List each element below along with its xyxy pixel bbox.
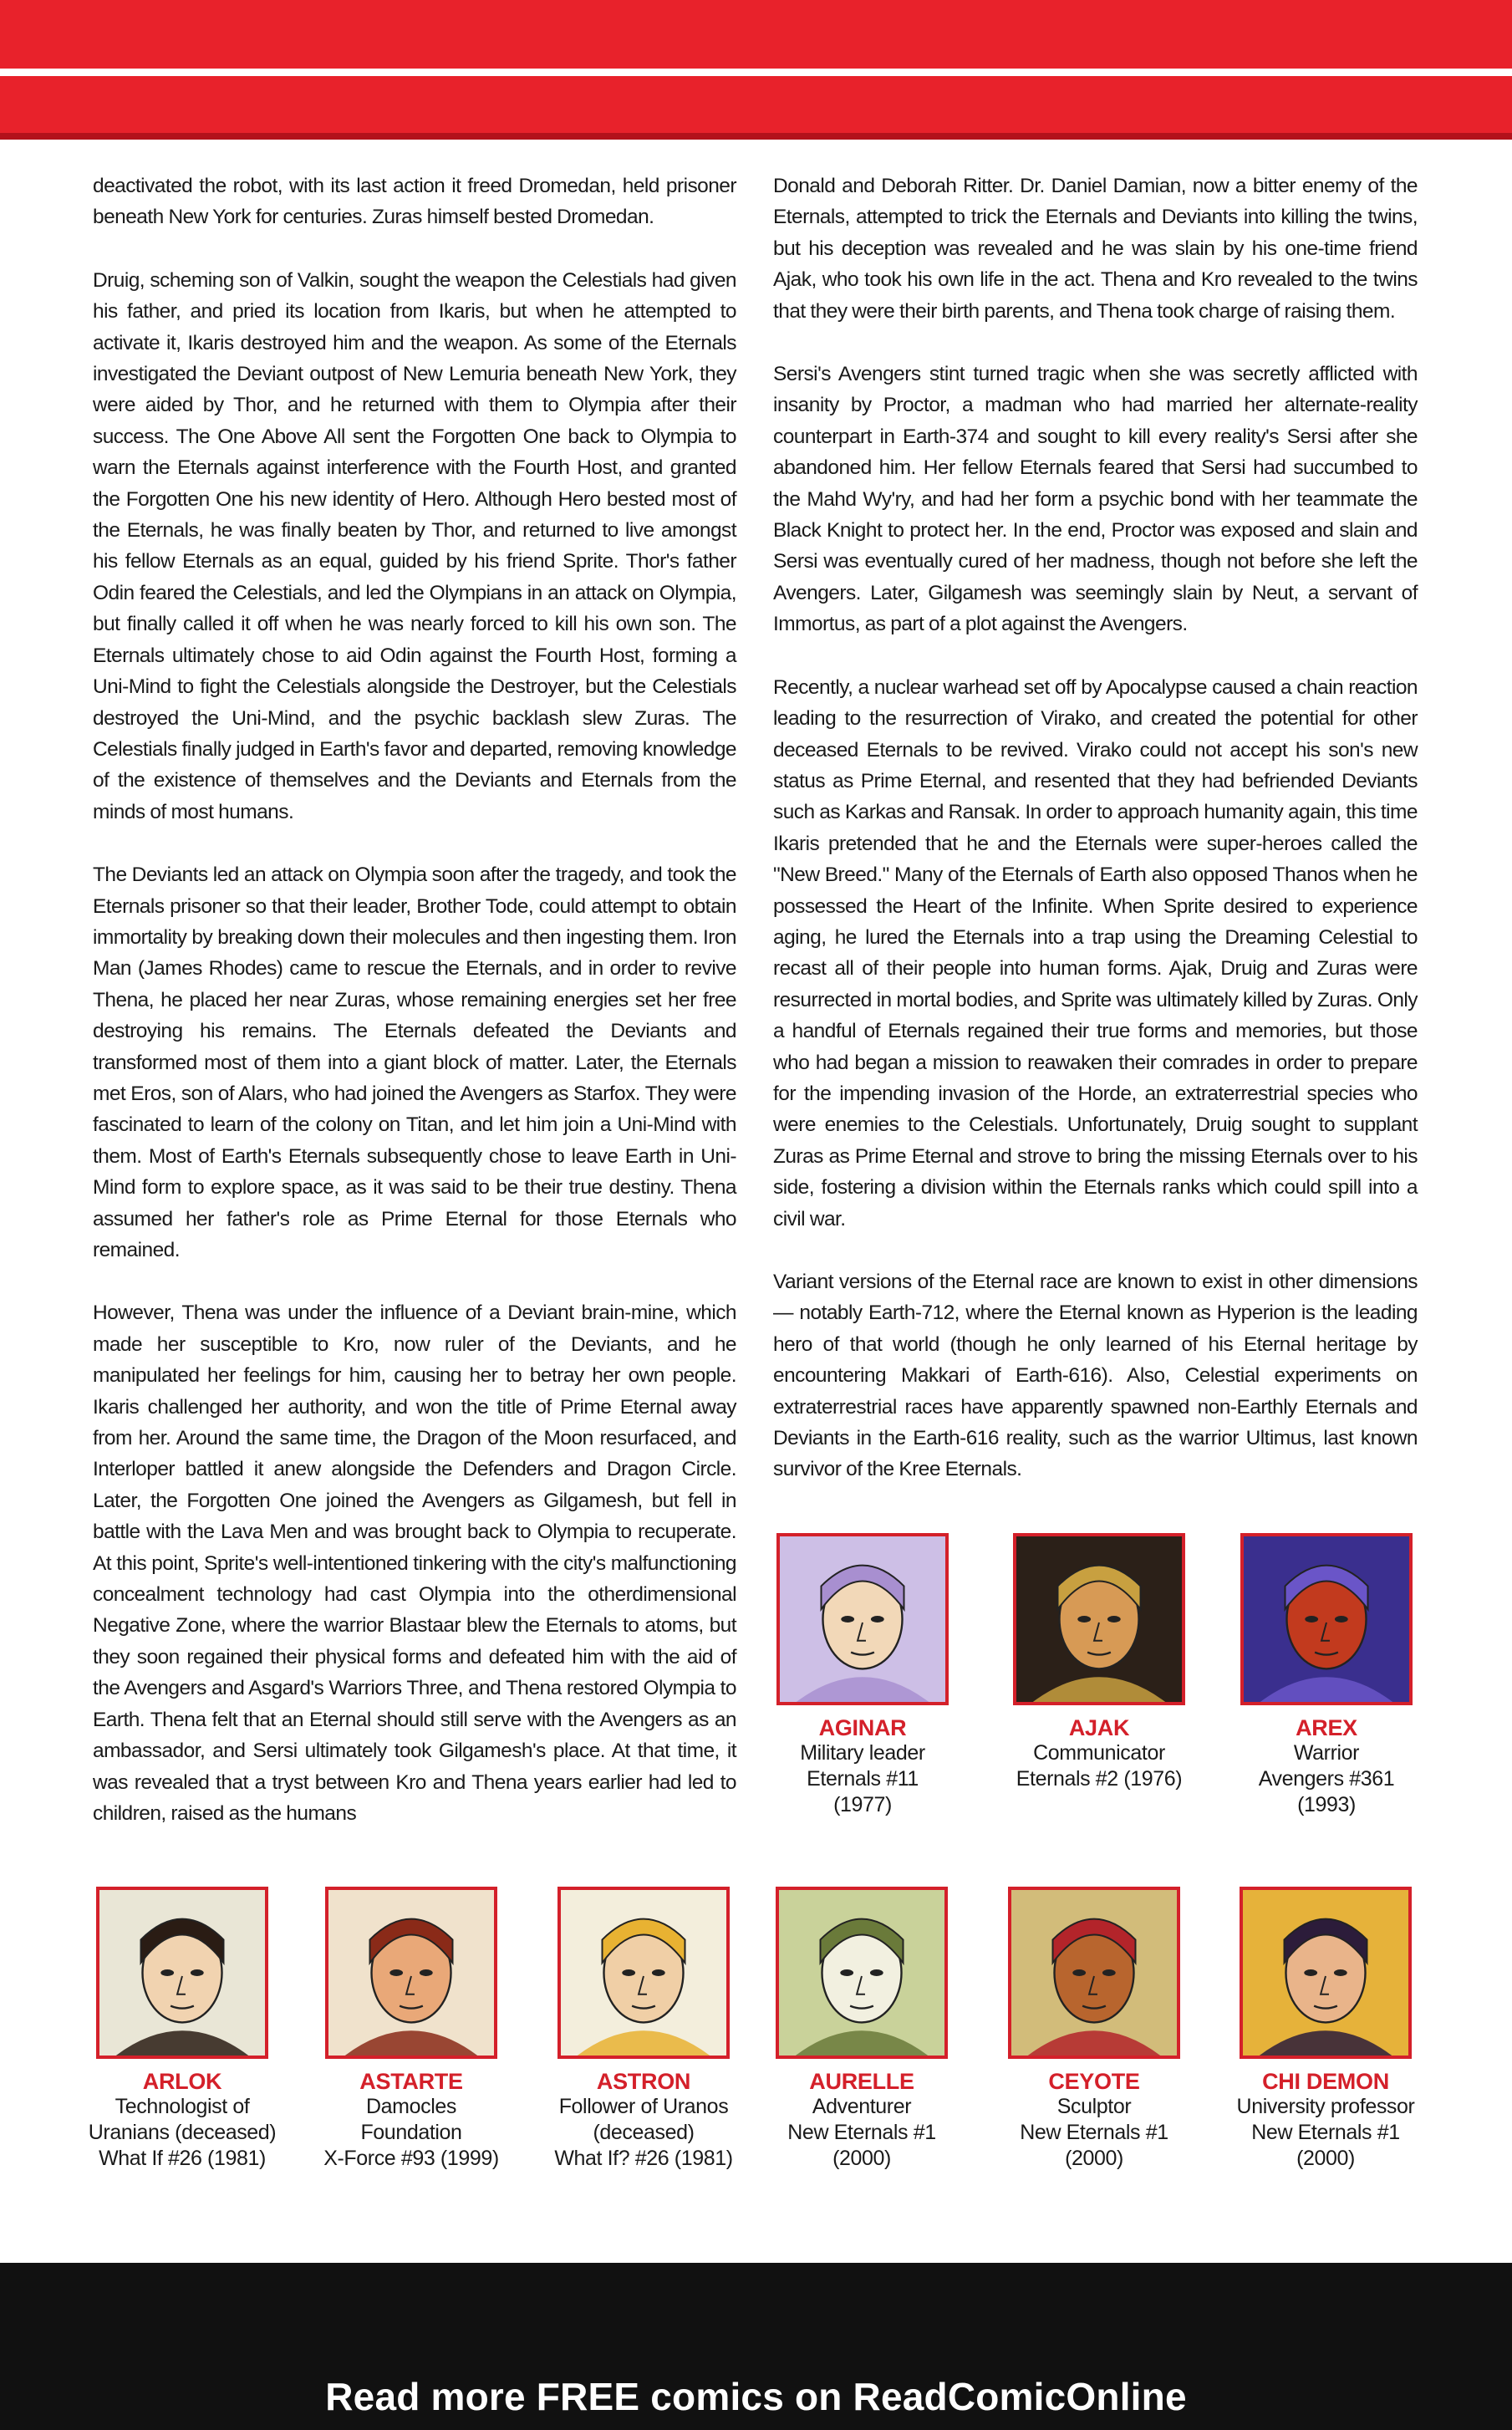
portrait-eye [160,1969,174,1976]
character-role-detail: Uranians (deceased) [88,2121,277,2144]
portrait-ajak [1013,1533,1185,1705]
portrait-art [780,1536,945,1702]
portrait-eye [871,1616,884,1623]
portrait-eye [389,1969,403,1976]
paragraph: The Deviants led an attack on Olympia soon after the tragedy, and took the Eternals prisoner so that their leader, Brother Tode, could attempt to obtain immortality by breaking down their molecules and then ingesting them. Iron Man (James Rhodes) came to rescue the Eternals, and in order to revive Thena, he placed her near Zuras, whose remaining energies set her free destroying his remains. The Eternals defeated the Deviants and transformed most of them into a giant block of matter. Later, the Eternals met Eros, son of Alars, who had joined the Avengers as Starfox. They were fascinated to learn of the colony on Titan, and let him join a Uni-Mind with them. Most of Earth's Eternals subsequently chose to leave Earth in Uni-Mind form to explore space, as it was said to be their true destiny. Thena assumed her father's role as Prime Eternal for those Eternals who remained. [93,863,736,1261]
character-name: CHI DEMON [1262,2069,1389,2094]
portrait-eye [840,1969,853,1976]
portrait-eye [191,1969,204,1976]
top-banner-rule [0,69,1512,76]
character-name: AJAK [1068,1715,1130,1740]
paragraph: Donald and Deborah Ritter. Dr. Daniel Damian, now a bitter enemy of the Eternals, attempted to trick the Eternals and Deviants into killing the twins, but his deception was revealed and he was slain by his one-time friend Ajak, who took his own life in the act. Thena and Kro revealed to the twins that they were their birth parents, and Thena took charge of raising them. [773,175,1418,323]
character-name: ARLOK [142,2069,222,2094]
character-role: Military leader [800,1741,925,1765]
left-column [93,171,736,1861]
portrait-astarte [325,1887,497,2059]
portrait-art [779,1890,944,2056]
portrait-art [1011,1890,1177,2056]
paragraph: deactivated the robot, with its last action it freed Dromedan, held prisoner beneath New York for centuries. Zuras himself bested Dromedan. [93,175,736,229]
character-year: (2000) [1296,2147,1355,2170]
character-name: ASTRON [596,2069,691,2094]
character-card-aginar [754,1533,971,1818]
portrait-eye [420,1969,433,1976]
character-first-appearance: New Eternals #1 [787,2121,936,2144]
character-role: Damocles [366,2095,456,2118]
character-role: Technologist of [115,2095,250,2118]
portrait-eye [1072,1969,1086,1976]
portrait-art [1016,1536,1182,1702]
top-banner-lower [0,76,1512,140]
portrait-eye [622,1969,635,1976]
portrait-arlok [96,1887,268,2059]
portrait-art [328,1890,494,2056]
character-first-appearance: Eternals #11 [807,1767,919,1791]
character-card-arlok [74,1887,291,2172]
character-role: Follower of Uranos [558,2095,729,2118]
portrait-eye [1335,1616,1348,1623]
portrait-eye [1102,1969,1116,1976]
character-year: (2000) [832,2147,891,2170]
top-banner [0,0,1512,69]
portrait-eye [1305,1616,1318,1623]
portrait-eye [841,1616,854,1623]
character-card-astarte [303,1887,520,2172]
portrait-eye [870,1969,883,1976]
character-first-appearance: What If #26 (1981) [99,2147,266,2170]
portrait-eye [1077,1616,1091,1623]
character-role: Adventurer [812,2095,912,2118]
character-name: CEYOTE [1048,2069,1140,2094]
character-first-appearance: New Eternals #1 [1020,2121,1168,2144]
portrait-art [561,1890,726,2056]
character-first-appearance: X-Force #93 (1999) [323,2147,499,2170]
portrait-art [1244,1536,1409,1702]
character-year: (1977) [833,1793,892,1816]
character-card-ajak [990,1533,1208,1792]
character-role: Warrior [1293,1741,1360,1765]
right-column [773,171,1418,1517]
portrait-ceyote [1008,1887,1180,2059]
portrait-aurelle [776,1887,948,2059]
character-year: (1993) [1297,1793,1356,1816]
portrait-arex [1240,1533,1413,1705]
portrait-art [1243,1890,1408,2056]
character-card-ceyote [985,1887,1203,2172]
paragraph: However, Thena was under the influence of a Deviant brain-mine, which made her susceptible to Kro, now ruler of the Deviants, and he manipulated her feelings for him, causing her to betray her own people. Ikaris challenged her authority, and won the title of Prime Eternal away from her. Around the same time, the Dragon of the Moon resurfaced, and Interloper battled it anew alongside the Defenders and Dragon Circle. Later, the Forgotten One joined the Avengers as Gilgamesh, but fell in battle with the Lava Men and was brought back to Olympia to recuperate. At this point, Sprite's well-intentioned tinkering with the city's malfunctioning concealment technology had cast Olympia into the otherdimensional Negative Zone, where the warrior Blastaar blew the Eternals to atoms, but they soon regained their physical forms and defeated him with the aid of the Avengers and Asgard's Warriors Three, and Thena restored Olympia to Earth. Thena felt that an Eternal should still serve with the Avengers as an ambassador, and Sersi ultimately took Gilgamesh's place. At that time, it was revealed that a tryst between Kro and Thena years earlier had led to children, raised as the humans [93,1302,736,1825]
portrait-aginar [776,1533,949,1705]
paragraph: Druig, scheming son of Valkin, sought the weapon the Celestials had given his father, and pried its location from Ikaris, but when he attempted to activate it, Ikaris destroyed him and the weapon. As some of the Eternals investigated the Deviant outpost of New Lemuria beneath New York, they were aided by Thor, and he returned with them to Olympia after their success. The One Above All sent the Forgotten One back to Olympia to warn the Eternals against interference with the Fourth Host, and granted the Forgotten One his new identity of Hero. Although Hero bested most of the Eternals, he was finally beaten by Thor, and returned to live amongst his fellow Eternals as an equal, guided by his friend Sprite. Thor's father Odin feared the Celestials, and led the Olympians in an attack on Olympia, but finally called it off when he was nearly forced to kill his own son. The Eternals ultimately chose to aid Odin against the Fourth Host, forming a Uni-Mind to fight the Celestials alongside the Destroyer, but the Celestials destroyed the Uni-Mind, and the psychic backlash slew Zuras. The Celestials finally judged in Earth's favor and departed, removing knowledge of the existence of themselves and the Deviants and Eternals from the minds of most humans. [93,268,736,823]
portrait-chi-demon [1240,1887,1412,2059]
portrait-astron [557,1887,730,2059]
character-card-astron [535,1887,752,2172]
character-name: AGINAR [818,1715,907,1740]
paragraph: Recently, a nuclear warhead set off by Apocalypse caused a chain reaction leading to the resurrection of Virako, and created the potential for other deceased Eternals to be revived. Virako could not accept his son's new status as Prime Eternal, and resented that they had befriended Deviants such as Karkas and Ransak. In order to approach humanity again, this time Ikaris pretended that he and the Eternals were super-heroes called the "New Breed." Many of the Eternals of Earth also opposed Thanos when he possessed the Heart of the Infinite. When Sprite desired to experience aging, he lured the Eternals into a trap using the Dreaming Celestial to recast all of their people into human forms. Ajak, Druig and Zuras were resurrected in mortal bodies, and Sprite was ultimately killed by Zuras. Only a handful of Eternals regained their true forms and memories, but those who had began a mission to reawaken their comrades in order to prepare for the impending invasion of the Horde, an extraterrestrial species who were enemies to the Celestials. Unfortunately, Druig sought to supplant Zuras as Prime Eternal and strove to bring the missing Eternals over to his side, fostering a division within the Eternals ranks which could spill into a civil war. [773,675,1418,1230]
character-first-appearance: New Eternals #1 [1251,2121,1400,2144]
portrait-art [99,1890,265,2056]
paragraph: Sersi's Avengers stint turned tragic when she was secretly afflicted with insanity by Proctor, a madman who had married her alternate-reality counterpart in Earth-374 and sought to kill every reality's Sersi after she abandoned him. Her fellow Eternals feared that Sersi had succumbed to the Mahd Wy'ry, and had her form a psychic bond with her teammate the Black Knight to protect her. In the end, Proctor was exposed and slain and Sersi was eventually cured of her madness, though not before she left the Avengers. Later, Gilgamesh was seemingly slain by Neut, a servant of Immortus, as part of a plot against the Avengers. [773,363,1418,636]
character-role-detail: (deceased) [593,2121,695,2144]
character-first-appearance: What If? #26 (1981) [554,2147,733,2170]
character-card-aurelle [753,1887,970,2172]
character-year: (2000) [1065,2147,1123,2170]
footer-link-text[interactable]: Read more FREE comics on ReadComicOnline [325,2375,1187,2418]
paragraph: Variant versions of the Eternal race are known to exist in other dimensions — notably Earth-712, where the Eternal known as Hyperion is the leading hero of that world (though he only learned of his Eternal heritage by encountering Makkari of Earth-616). Also, Celestial experiments on extraterrestrial races have apparently spawned non-Earthly Eternals and Deviants in the Earth-616 reality, such as the warrior Ultimus, last known survivor of the Kree Eternals. [773,1271,1418,1481]
character-first-appearance: Eternals #2 (1976) [1016,1767,1183,1791]
portrait-eye [1304,1969,1317,1976]
character-card-arex [1218,1533,1435,1818]
character-name: AREX [1296,1715,1357,1740]
character-role: Sculptor [1056,2095,1132,2118]
character-role-detail: Foundation [360,2121,462,2144]
portrait-eye [1334,1969,1347,1976]
portrait-eye [652,1969,665,1976]
character-card-chi-demon [1217,1887,1434,2172]
portrait-eye [1107,1616,1121,1623]
character-first-appearance: Avengers #361 [1258,1767,1395,1791]
character-role: University professor [1236,2095,1415,2118]
character-name: AURELLE [809,2069,914,2094]
top-banner-shadow [0,133,1512,140]
character-name: ASTARTE [359,2069,463,2094]
character-role: Communicator [1033,1741,1165,1765]
